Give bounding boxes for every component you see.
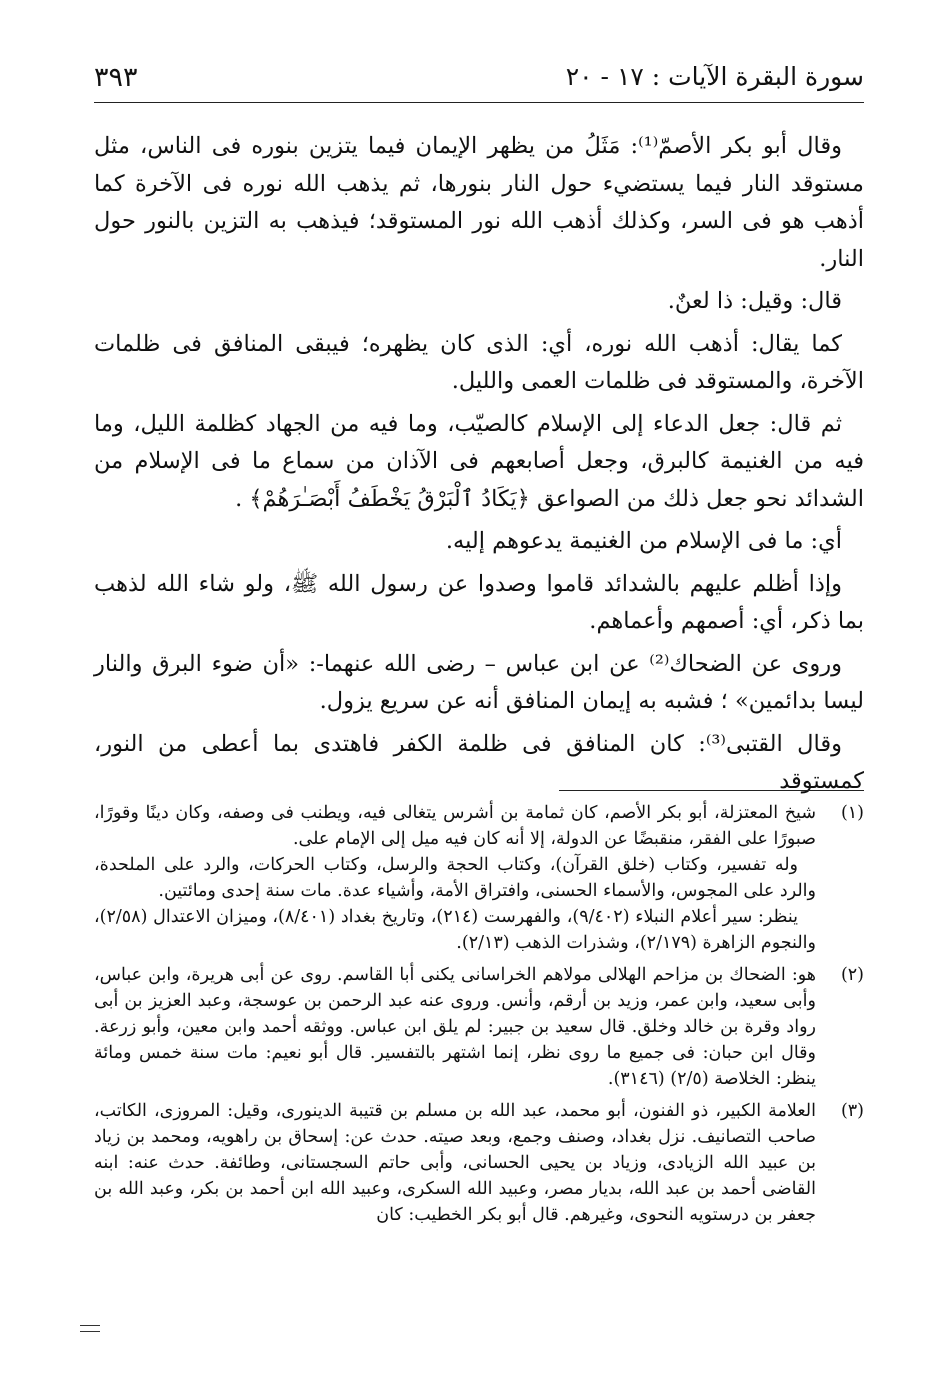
paragraph: وإذا أظلم عليهم بالشدائد قاموا وصدوا عن رسول الله ﷺ، ولو شاء الله لذهب بما ذكر، أي: أصمهم وأعماهم.: [94, 570, 864, 634]
paragraph: وقال أبو بكر الأصمّ⁽¹⁾: مَثَلُ من يظهر الإيمان فيما يتزين بنوره فى الناس، مثل مستوقد النار فيما يستضيء حول النار بنورها، ثم يذهب الله نوره فى الآخرة كما أذهب هو فى السر، وكذلك أذهب الله نور المستوقد؛ فيذهب به التزين بالنور حول النار.: [94, 133, 864, 272]
paragraph: وقال القتبى⁽³⁾: كان المنافق فى ظلمة الكفر فاهتدى بما أعطى من النور، كمستوقد: [94, 730, 864, 794]
paragraph: قال: وقيل: ذا لعنٌ.: [667, 288, 842, 314]
footnotes: [94, 800, 864, 1234]
footnote-2: [94, 962, 864, 1092]
running-header: [94, 62, 864, 103]
paragraph: ثم قال: جعل الدعاء إلى الإسلام كالصيّب، وما فيه من الجهاد كظلمة الليل، وما فيه من الغنيمة كالبرق، وجعل أصابعهم فى الآذان من سماع ما فى الإسلام من الشدائد نحو جعل ذلك من الصواعق ﴿يَكَادُ ٱلْبَرْقُ يَخْطَفُ أَبْصَـٰرَهُمْ﴾ .: [94, 410, 864, 512]
paragraph: أي: ما فى الإسلام من الغنيمة يدعوهم إليه.: [445, 528, 842, 554]
main-text: [94, 128, 864, 806]
footnote-number: (٢): [840, 965, 864, 985]
footnote-number: (١): [840, 803, 864, 823]
footnote-paragraph: هو: الضحاك بن مزاحم الهلالى مولاهم الخراسانى يكنى أبا القاسم. روى عن أبى هريرة، وابن عباس، وأبى سعيد، وابن عمر، وزيد بن أرقم، وأنس. وروى عنه عبد الرحمن بن عوسجة، وعبد العزيز بن أبى رواد وقرة بن خالد وخلق. قال سعيد بن جبير: لم يلق ابن عباس. ووثقه أحمد وابن معين، وأبو زرعة. وقال ابن حبان: فى جميع ما روى نظر، إنما اشتهر بالتفسير. قال أبو نعيم: مات سنة خمس ومائة ينظر: الخلاصة (٢/٥) (٣١٤٦).: [94, 965, 816, 1089]
page-number: ٣٩٣: [94, 62, 138, 93]
footnote-paragraph: وله تفسير، وكتاب (خلق القرآن)، وكتاب الحجة والرسل، وكتاب الحركات، والرد على الملحدة، والرد على المجوس، والأسماء الحسنى، وافتراق الأمة، وأشياء عدة. مات سنة إحدى ومائتين.: [94, 855, 816, 901]
paragraph: كما يقال: أذهب الله نوره، أي: الذى كان يظهره؛ فيبقى المنافق فى ظلمات الآخرة، والمستوقد فى ظلمات العمى والليل.: [94, 330, 864, 394]
header-title: سورة البقرة الآيات : ١٧ - ٢٠: [565, 62, 864, 91]
paragraph: وروى عن الضحاك⁽²⁾ عن ابن عباس – رضى الله عنهما-: «أن ضوء البرق والنار ليسا بدائمين» ؛ فشبه به إيمان المنافق أنه عن سريع يزول.: [94, 650, 864, 714]
footnote-paragraph: شيخ المعتزلة، أبو بكر الأصم، كان ثمامة بن أشرس يتغالى فيه، ويطنب فى وصفه، وكان دينًا وقورًا، صبورًا على الفقر، منقبضًا عن الدولة، إلا أنه كان فيه ميل إلى الإمام على.: [94, 803, 816, 849]
footnote-paragraph: العلامة الكبير، ذو الفنون، أبو محمد، عبد الله بن مسلم بن قتيبة الدينورى، وقيل: المروزى، الكاتب، صاحب التصانيف. نزل بغداد، وصنف وجمع، وبعد صيته. حدث عن: إسحاق بن راهويه، ومحمد بن زياد بن عبيد الله الزيادى، وزياد بن يحيى الحسانى، وأبى حاتم السجستانى، وطائفة. حدث عنه: ابنه القاضى أحمد بن عبد الله، بديار مصر، وعبيد الله السكرى، وعبيد الله ابن أحمد بن بكر، وعبد الله بن جعفر بن درستويه النحوى، وغيرهم. قال أبو بكر الخطيب: كان: [94, 1101, 816, 1225]
footnote-number: (٣): [840, 1101, 864, 1121]
footnote-paragraph: ينظر: سير أعلام النبلاء (٩/٤٠٢)، والفهرست (٢١٤)، وتاريخ بغداد (٨/٤٠١)، وميزان الاعتدال (٢/٥٨)، والنجوم الزاهرة (٢/١٧٩)، وشذرات الذهب (٢/١٣).: [94, 907, 816, 953]
margin-mark: [80, 1325, 100, 1332]
footnote-1: [94, 800, 864, 956]
footnote-3: [94, 1098, 864, 1228]
footnote-separator: [559, 790, 864, 791]
